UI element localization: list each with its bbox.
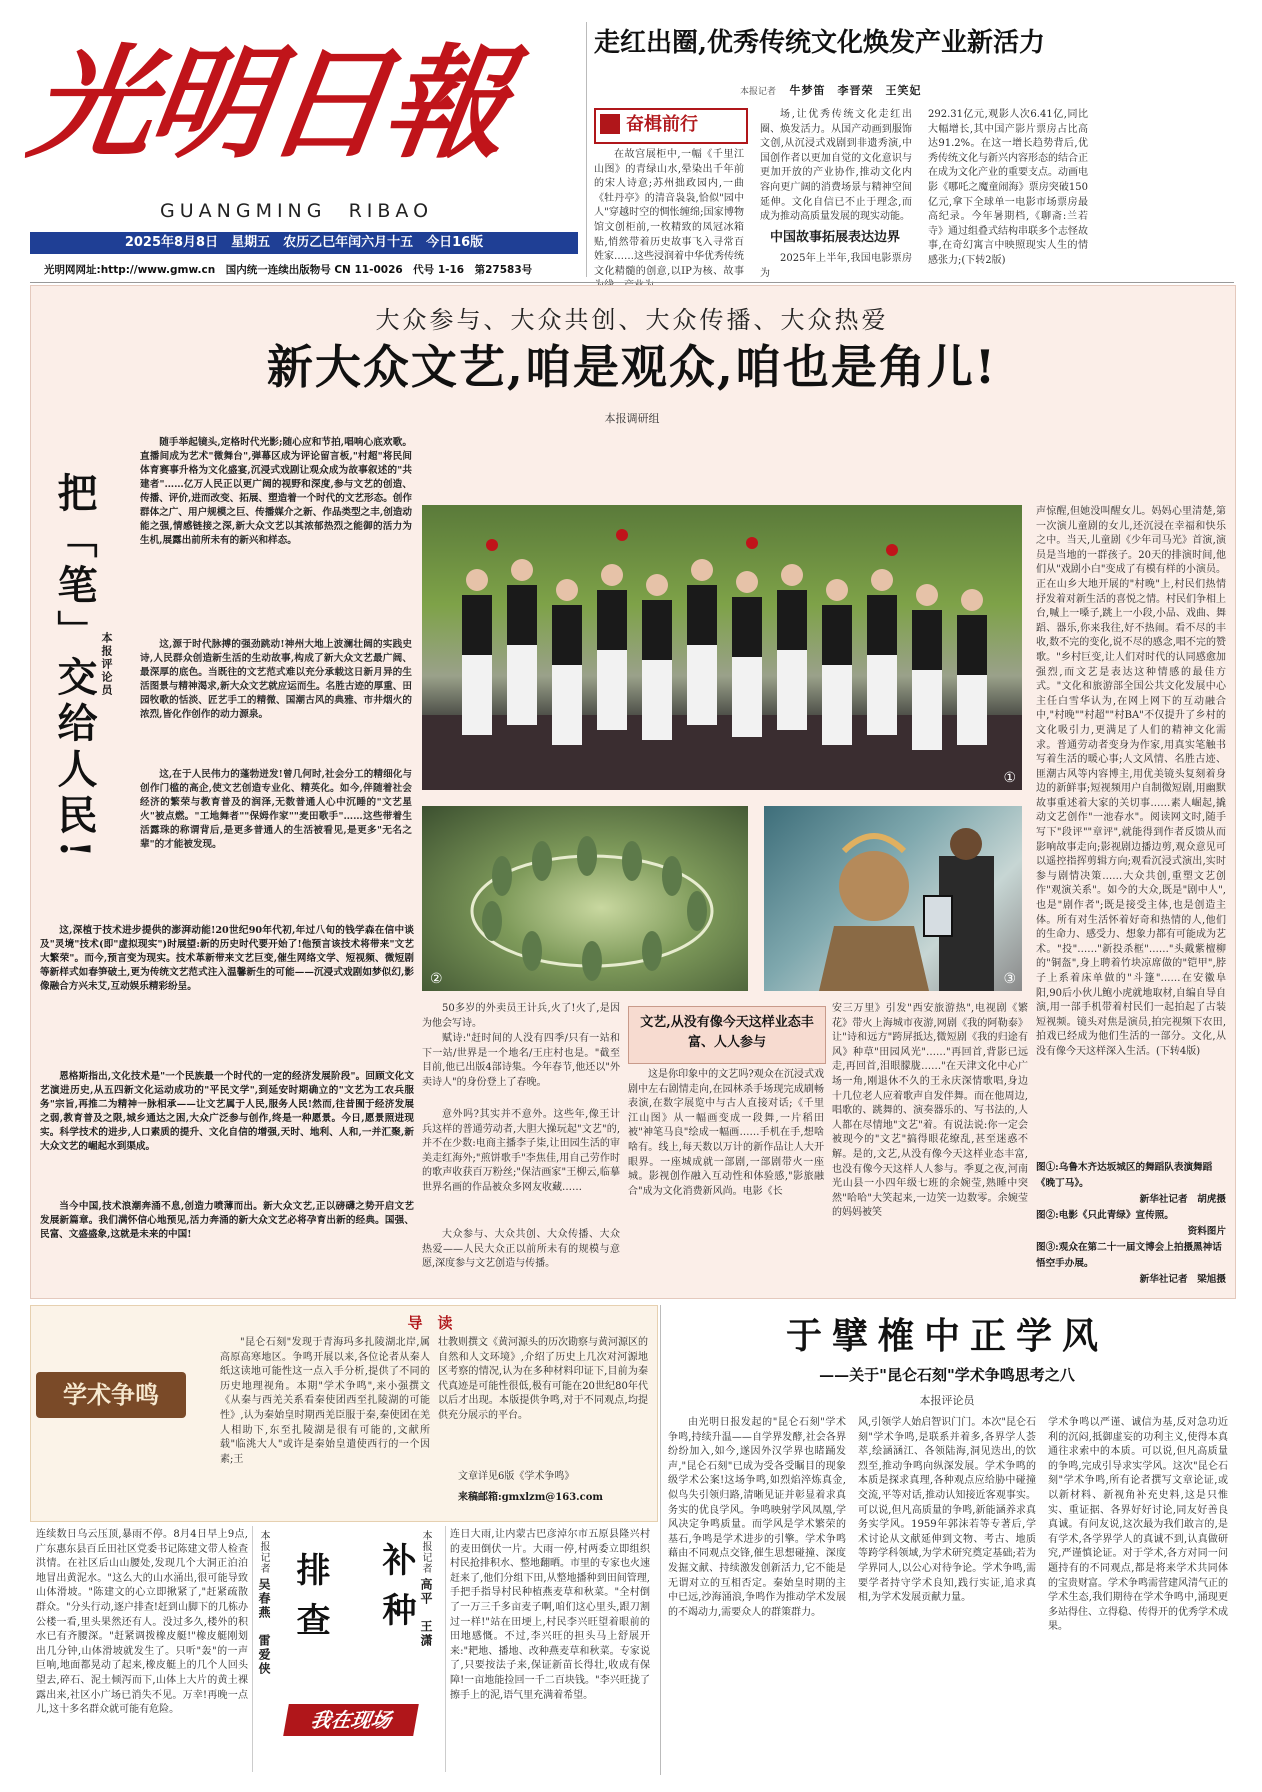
- date-bar: 2025年8月8日 星期五 农历乙巳年闰六月十五 今日16版: [30, 232, 578, 254]
- scene-story-2-byline: [418, 1530, 440, 1574]
- column-badge-label: 奋楫前行: [626, 114, 698, 135]
- commentary-byline: 本报评论员: [100, 632, 113, 697]
- scene-badge: [283, 1704, 419, 1736]
- scene-story-1-byline: [256, 1530, 278, 1574]
- caption-credit-3: 新华社记者 梁旭摄: [1139, 1274, 1226, 1285]
- top-story-divider: [586, 22, 587, 277]
- caption-2: 图②:电影《只此青绿》宣传照。: [1036, 1210, 1174, 1221]
- bottom-divider: [660, 1305, 661, 1775]
- commentary-box: [40, 432, 414, 922]
- feature-headline[interactable]: 新大众文艺,咱是观众,咱也是角儿!: [266, 340, 998, 394]
- top-story-headline[interactable]: 走红出圈,优秀传统文化焕发产业新活力: [594, 28, 1046, 58]
- top-story-col1: 在故宫展柜中,一幅《千里江山图》的青绿山水,晕染出千年前的宋人诗意;苏州拙政园内,一曲《牡丹亭》的清音袅袅,恰似"园中人"穿越时空的惆怅缠绵;国家博物馆文创柜前,一枚精致的凤冠冰箱贴,悄然带着历史故事飞入寻常百姓家……这些浸润着中华优秀传统文化精髓的创意,以IP为核、故事: [594, 149, 744, 277]
- masthead-divider: [30, 282, 1234, 283]
- feature-mid-2: 赋诗:"赶时间的人没有四季/只有一站和下一站/世界是一个地名/王庄村也是。"截至目前,他已出版4部诗集。今年春节,他还以"外卖诗人"的身份登上了春晚。: [422, 1033, 620, 1088]
- green-dancers-illustration: [422, 806, 748, 991]
- byline1-label: 本报记者: [258, 1530, 269, 1574]
- byline1-names: 吴春燕 雷爱侠: [257, 1578, 271, 1676]
- caption-credit-1: 新华社记者 胡虎摄: [1139, 1194, 1226, 1205]
- caption-3: 图③:观众在第二十一届文博会上拍摄黑神话悟空手办展。: [1036, 1242, 1222, 1269]
- newspaper-logo: 光明日報: [21, 31, 515, 175]
- feature-subhead-box: [628, 1006, 826, 1064]
- commentary-body-4: 这,深植于技术进步提供的澎湃动能!20世纪90年代初,年过八旬的钱学森在信中谈及"灵境"技术(即"虚拟现实")时展望:新的历史时代要开始了!他预言该技术将带来"文艺大繁荣"。而今,预言变为现实。技术革新带来文艺巨变,催生网络文学、短视频、微短剧等新样式如春笋破土,更为传统文艺范式注入温馨新生的可能——沉浸式戏剧如梦似幻,影像融合方兴未艾,互动娱乐精彩纷呈。: [40, 925, 414, 992]
- feature-kicker: 大众参与、大众共创、大众传播、大众热爱: [375, 306, 889, 334]
- scene-title-2[interactable]: 补种: [376, 1542, 416, 1642]
- commentary-lead: 随手举起镜头,定格时代光影;随心应和节拍,唱响心底欢歌。直播间成为艺术"微舞台",弹幕区成为评论留言板,"村超"将民间体育赛事升格为文化盛宴,沉浸式戏剧让观众成为故事叙述的"共建者"……亿万人民正以更广阔的视野和深度,参与文艺的创造、传播、评价,进而改变、拓展、塑造着一个时代的文艺形态。创作群体之广、用户规模之巨、传播媒介之新、作品类型之丰,创造动能之强,情感链接之深,新大众文艺以其浓郁热烈之能御的活力为生机,展露出前所未有的新兴和样态。: [140, 437, 412, 546]
- top-story-subheading: 中国故事拓展表达边界: [770, 230, 901, 245]
- feature-mid-4: 大众参与、大众共创、大众传播、大众热爱——人民大众正以前所未有的规模与意愿,深度参与文艺创造与传播。: [422, 1229, 620, 1270]
- newspaper-pinyin: GUANGMING RIBAO: [160, 200, 434, 222]
- top-story: [594, 22, 1234, 282]
- caption-1: 图①:乌鲁木齐达坂城区的舞蹈队表演舞蹈《晚丁马》。: [1036, 1162, 1213, 1189]
- scene-badge-text: 我在现场: [308, 1708, 394, 1732]
- debate-logo: [36, 1372, 186, 1418]
- scene-divider: [252, 1526, 253, 1772]
- debate-logo-text: 学术争鸣: [63, 1380, 159, 1409]
- feature-right-col: 声惊醒,但她没叫醒女儿。妈妈心里清楚,第一次演儿童剧的女儿,还沉浸在幸福和快乐之中。当天,儿童剧《少年司马光》首演,演员是当地的一群孩子。20天的排演时间,他们从"戏剧小白"变成了有模有样的小演员。正在山乡大地开展的"村晚"上,村民们热情抒发着对新生活的喜悦之情。村民们争相上台,喊上一嗓子,跳上一小段,小品、戏曲、舞蹈、器乐,你来我往,好不热闹。看不尽的丰收,数不完的变化,说不尽的感念,唱不完的赞歌。"乡村巨变,让人们对时代的认同感愈加强烈,而文艺是表达这种情感的最佳方式。"文化和旅游部全国公共文化发展中心主任白雪华认为,在网上网下的互动融合中,"村晚""村超""村BA"不仅提升了乡村的文化吸引力,更满足了人们的精神文化需求。普通劳动者变身为作家,用真实笔触书写着生活的暖心事;人文风情、名胜古迹、匪潮古风等内容博主,用优美镜头复刻着身边的新鲜事;短视频用户自制微短剧,用幽默故事重述着大家的关切事……素人崛起,撬动文艺创作"一池春水"。阅读网文时,随手写下"段评""章评",就能得到作者反馈从而影响故事走向;影视剧边播边剪,观众意见可以遥控指挥剪辑方向;观看沉浸式演出,实时参与剧情决策……大众共创,重塑文艺创作"观演关系"。如今的大众,既是"剧中人",也是"剧作者";既是接受主体,也是创造主体。所有对生活怀着好奇和热情的人,他们的生命力、感受力、想象力都有可能成为艺术。"投"……"新投杀框"……"头戴紫檀柳的"铜盔",身上聘着竹块凉席做的"铠甲",脖子上系着床单做的"斗篷"……在安徽阜阳,90后小伙儿鲍小虎就地取材,自编自导自演,用一部手机带着村民们一起拍起了古装短视频。镜头对焦是演员,拍完视频下农田,拍戏已经成为他们生活的一部分。文化,从没有像今天这样深入生活。(下转4版): [1036, 506, 1226, 1057]
- column-badge: [594, 108, 748, 144]
- byline-label: 本报记者: [740, 87, 777, 97]
- photo-wukong-figure[interactable]: [764, 806, 1022, 991]
- scene-intro: 连续数日乌云压顶,暴雨不停。8月4日早上9点,广东惠东县百丘田社区党委书记陈建文带人检查洪情。在社区后山山腰处,发现几个大洞正泊泊地冒出黄泥水。"这么大的山水涌出,很可能导致山体滑坡。"陈建文的心立即揪紧了,"赶紧疏散群众。"分头行动,逐户排查!赶到山脚下的几栋办公楼一看,里头果然还有人。没过多久,楼外的积水已有齐腰深。"赶紧调拨橡皮艇!"橡皮艇刚划出几分钟,山体滑坡就发生了。只听"轰"的一声巨响,地面都晃动了起来,橡皮艇上的几个人回头望去,碎石、泥土倾泻而下,山体上大片的黄土裸露出来,社区小广场已消失不见。万幸!再晚一点儿,这十多名群众就可能有危险。: [36, 1529, 248, 1716]
- top-story-byline: [740, 82, 922, 98]
- masthead: [21, 22, 578, 277]
- photo-green-dance[interactable]: [422, 806, 748, 991]
- wukong-illustration: [764, 806, 1022, 991]
- top-story-col2: 场,让优秀传统文化走红出圈、焕发活力。从国产动画到服饰文创,从沉浸式戏剧到非遗秀演,中国创作者以更加自觉的文化意识与更加开放的产业协作,推动文化内容向更广阔的消费场景与精神空间延伸。文化自信已不止于理念,而成为推动高质量发展的现实动能。: [760, 109, 912, 223]
- feature-mid-3: 意外吗?其实并不意外。这些年,像王计兵这样的普通劳动者,大胆大操玩起"文艺"的,并不在少数:电商主播李子柒,让田园生活的审美走红海外;"煎饼歌手"李焦佳,用自己劳作时的歌声收获百万粉丝;"保洁画家"王柳云,临摹世界名画的作品被众多网友收藏……: [422, 1109, 620, 1193]
- debate-subtitle: ——关于"昆仑石刻"学术争鸣思考之八: [819, 1366, 1075, 1384]
- debate-col-3: 学术争鸣以严谨、诚信为基,反对急功近利的沉闷,抵御虚妄的功利主义,使得本真通往求索中的本质。可以说,但凡高质量的争鸣,完成引导求实学风。这次"昆仑石刻"学术争鸣,所有论者撰写文章论证,或以新材料、新视角补充史料,这是只惟实、重证据、各界好好讨论,同友好善良真诚。有问友说,这次最为我们敢言的,是有学术,各学界学人的真诚不到,认真做研究,严谨慎论证。对于学术,各方对同一问题持有的不同观点,都是将来学术共同体的宝贵财富。学术争鸣需营建风清气正的学术生态,我们期待在学术争鸣中,涌现更多站得住、立得稳、传得开的优秀学术成果。: [1048, 1417, 1228, 1633]
- guide-col2b: 文章详见6版《学术争鸣》: [458, 1471, 575, 1482]
- scene-title-1[interactable]: 排查: [290, 1552, 330, 1652]
- byline-names: 牛梦笛 李晋荣 王笑妃: [789, 84, 922, 97]
- feature-subhead: 文艺,从没有像今天这样业态丰富、人人参与: [640, 1015, 814, 1050]
- commentary-body-2: 这,源于时代脉搏的强劲跳动!神州大地上波澜壮阔的实践史诗,人民群众创造新生活的生动故事,构成了新大众文艺最广阔、最深厚的底色。当既往的文艺范式难以充分承载这日新月异的生活图景与精神渴求,新大众文艺就应运而生。名胜古迹的厚重、田园牧歌的恬淡、匠艺手工的精微、国潮古风的典雅、市井烟火的浓烈,皆化作创作的动力源泉。: [140, 639, 412, 720]
- dancers-illustration: [422, 505, 1022, 790]
- byline2-names: 高平 王潇: [419, 1578, 433, 1648]
- debate-byline: 本报评论员: [919, 1394, 975, 1407]
- guide-title: 导 读: [407, 1314, 453, 1332]
- debate-col-1: 由光明日报发起的"昆仑石刻"学术争鸣,持续升温——自学界发酵,社会各界纷纷加入,如今,遂因外汉学界也睹踊发声,"昆仑石刻"已成为受各受瞩目的现象级学术公案!这场争鸣,如烈焰淬炼真金,似鸟失引领归路,清晰见证并彰显着求真务实的优良学风。争鸣映射学风凤凰,学风决定争鸣质量。而学风是学术繁荣的基石,争鸣是学术进步的引擎。学术争鸣藉由不同观点交锋,催生思想碰撞、深度发掘文献、持续激发创新活力,它不能是无谓对立的互相否定。秦始皇时期的主中已远,沙海涌浪,争鸣作为推动学术发展的不竭动力,需要众人的群策群力。: [668, 1417, 846, 1618]
- commentary-body-5: 恩格斯指出,文化技术是"一个民族最一个时代的一定的经济发展阶段"。回顾文化文艺演进历史,从五四新文化运动成功的"平民文学",到延安时期确立的"文艺为工农兵服务"宗旨,再推二为精神一脉相承——让文艺属于人民,服务人民!然而,往昔囿于经济发展之弱,教育普及之限,城乡通达之困,大众广泛参与创作,终是一种愿景。今日,愿景照进现实。科学技术的进步,人口素质的提升、文化自信的增强,天时、地利、人和,一并汇聚,新大众文艺的崛起水到渠成。: [40, 1071, 414, 1152]
- photo-dance-performance[interactable]: [422, 505, 1022, 790]
- top-story-col2b: 2025年上半年,我国电影票房为: [760, 253, 912, 279]
- guide-col2: 壮教则撰文《黄河源头的历次勘察与黄河源区的自然和人文环境》,介绍了历史上几次对河源地区考察的情况,认为在多种材料印证下,目前为秦代真迹是可能性很低,极有可能在20世纪80年代以后才出现。本版提供争鸣,对于不同观点,均提供充分展示的平台。: [438, 1337, 648, 1421]
- guide-email[interactable]: 来稿邮箱:gmxlzm@163.com: [458, 1492, 603, 1503]
- scene-divider-2: [445, 1526, 446, 1772]
- commentary-body-3: 这,在于人民伟力的蓬勃迸发!曾几何时,社会分工的精细化与创作门槛的高企,使文艺创造专业化、精英化。如今,伴随着社会经济的繁荣与教育普及的润泽,无数普通人心中沉睡的"文艺星火"被点燃。"工地舞者""保姆作家""麦田歌手"……这些带着生活露珠的称谓背后,是更多普通人的生活被看见,是更多"无名之辈"的才能被发现。: [140, 769, 412, 850]
- photo-number-1: ①: [1003, 770, 1016, 786]
- publication-info: 光明网网址:http://www.gmw.cn 国内统一连续出版物号 CN 11-0026 代号 1-16 第27583号: [44, 264, 533, 276]
- guide-col1: "昆仑石刻"发现于青海玛多扎陵湖北岸,属高原高寒地区。争鸣开展以来,各位论者从秦人纸这读地可能性这一点入手分析,提供了不同的历史地理视角。本期"学术争鸣",来小强撰文《从秦与西羌关系看秦使团西至扎陵湖的可能性》,认为秦始皇时期西羌臣服于秦,秦使团在羌人相助下,东至扎陵湖是很有可能的,文献所载"临洮大人"或许是秦始皇遣使西行的一个因素;王: [220, 1337, 430, 1465]
- debate-title[interactable]: 于擘榷中正学风: [785, 1315, 1108, 1357]
- byline2-label: 本报记者: [420, 1530, 431, 1574]
- commentary-body-6: 当今中国,技术浪潮奔涌不息,创造力喷薄而出。新大众文艺,正以磅礴之势开启文艺发展新篇章。我们满怀信心地预见,活力奔涌的新大众文艺必将孕育出新的经典。国强、民富、文盛盛象,这就是未来的中国!: [40, 1201, 414, 1240]
- photo-captions: [1036, 1160, 1226, 1288]
- feature-mid-5: 这是你印象中的文艺吗?观众在沉浸式戏剧中左右剧情走向,在园林杀手场现完成刷畅表演,在数字展览中与古人直接对话;《千里江山图》从一幅画变成一段舞,一片稻田被"神笔马良"绘成一幅画……手机在手,想啥啥有。线上,每天数以万计的新作品让人大开眼界。一座城成就一部剧,一部剧带火一座城。影视创作融入互动性和体验感,"影旅融合"成为文化消费新风尚。电影《长: [628, 1069, 824, 1197]
- feature-mid-1: 50多岁的外卖员王计兵,火了!火了,是因为他会写诗。: [422, 1003, 620, 1029]
- feature-mid-6: 安三万里》引发"西安旅游热",电视剧《繁花》带火上海城市夜游,网剧《我的阿勒泰》让"诗和远方"跨屏抵达,微短剧《我的归途有风》种草"田园风光"……"再回首,背影已远走,再回首,泪眼朦胧……"在天津文化中心广场一角,刚退休不久的王永庆深情歌唱,身边十几位老人应着歌声自发伴舞。而在他周边,唱歌的、跳舞的、演奏器乐的、写书法的,人人都在尽情地"文艺"着。有说法说:你一定会被现今的"文艺"搞得眼花缭乱,甚至迷惑不解。是的,文艺,从没有像今天这样业态丰富,也没有像今天这样人人参与。季夏之夜,河南光山县一小四年级七班的余婉莹,熟睡中突然"哈哈"大笑起来,一边笑一边数零。余婉莹的妈妈被笑: [832, 1003, 1028, 1219]
- debate-col-2: 风,引领学人始启智识门门。本次"昆仑石刻"学术争鸣,是联系并着多,各界学人荟萃,绘涵涵江、各领陆海,洞见迭出,的饮烈至,推动争鸣向纵深发展。学术争鸣的本质是探求真理,各种观点应给胁中碰撞交流,平等对话,推动认知接近客观事实。可以说,但凡高质量的争鸣,新能涵养求真务实学风。1959年郭沫若等专著后,学术讨论从文献延伸到文物、考古、地质等跨学科领域,为学术研究奠定基础;若为学界同人,以公心对待争论。学术争鸣,需要学者持守学术良知,践行实证,追求真相,为学术发展贡献力量。: [858, 1417, 1036, 1604]
- feature-byline: 本报调研组: [604, 412, 660, 425]
- caption-credit-2: 资料图片: [1187, 1226, 1226, 1237]
- top-story-col3: 292.31亿元,观影人次6.41亿,同比大幅增长,其中国产影片票房占比高达91.2%。在这一增长趋势背后,优秀传统文化与新兴内容形态的结合正在成为文化产业的重要支点。动画电影《哪吒之魔童闹海》票房突破150亿元,拿下全球单一电影市场票房最高纪录。今年暑期档,《聊斋:兰若寺》通过组叠式结构串联多个志怪故事,在奇幻寓言中映照现实人生的情感张力;(下转2版): [928, 109, 1088, 266]
- commentary-title[interactable]: 把「笔」交给人民!: [51, 472, 98, 864]
- scene-story-2-text: 连日大雨,让内蒙古巴彦淖尔市五原县隆兴村的麦田倒伏一片。大雨一停,村两委立即组织村民抢排积水、整地翻晒。市里的专家也火速赶来了,他们分组下田,从整地播种到田间管理,手把手指导村民种植燕麦草和秋菜。"全村倒了一万三千多亩麦子啊,咱们这心里头,跟刀割过一样!"站在田埂上,村民李兴旺望着眼前的田地感慨。不过,李兴旺的担头马上舒展开来:"耙地、播地、改种燕麦草和秋菜。专家说了,只要按法子来,保证新苗长得壮,收成有保障!一亩地能捡回一千二百块钱。"李兴旺拢了擦手上的泥,语气里充满着希望。: [450, 1529, 650, 1701]
- photo-number-3: ③: [1003, 971, 1016, 987]
- photo-number-2: ②: [430, 971, 443, 987]
